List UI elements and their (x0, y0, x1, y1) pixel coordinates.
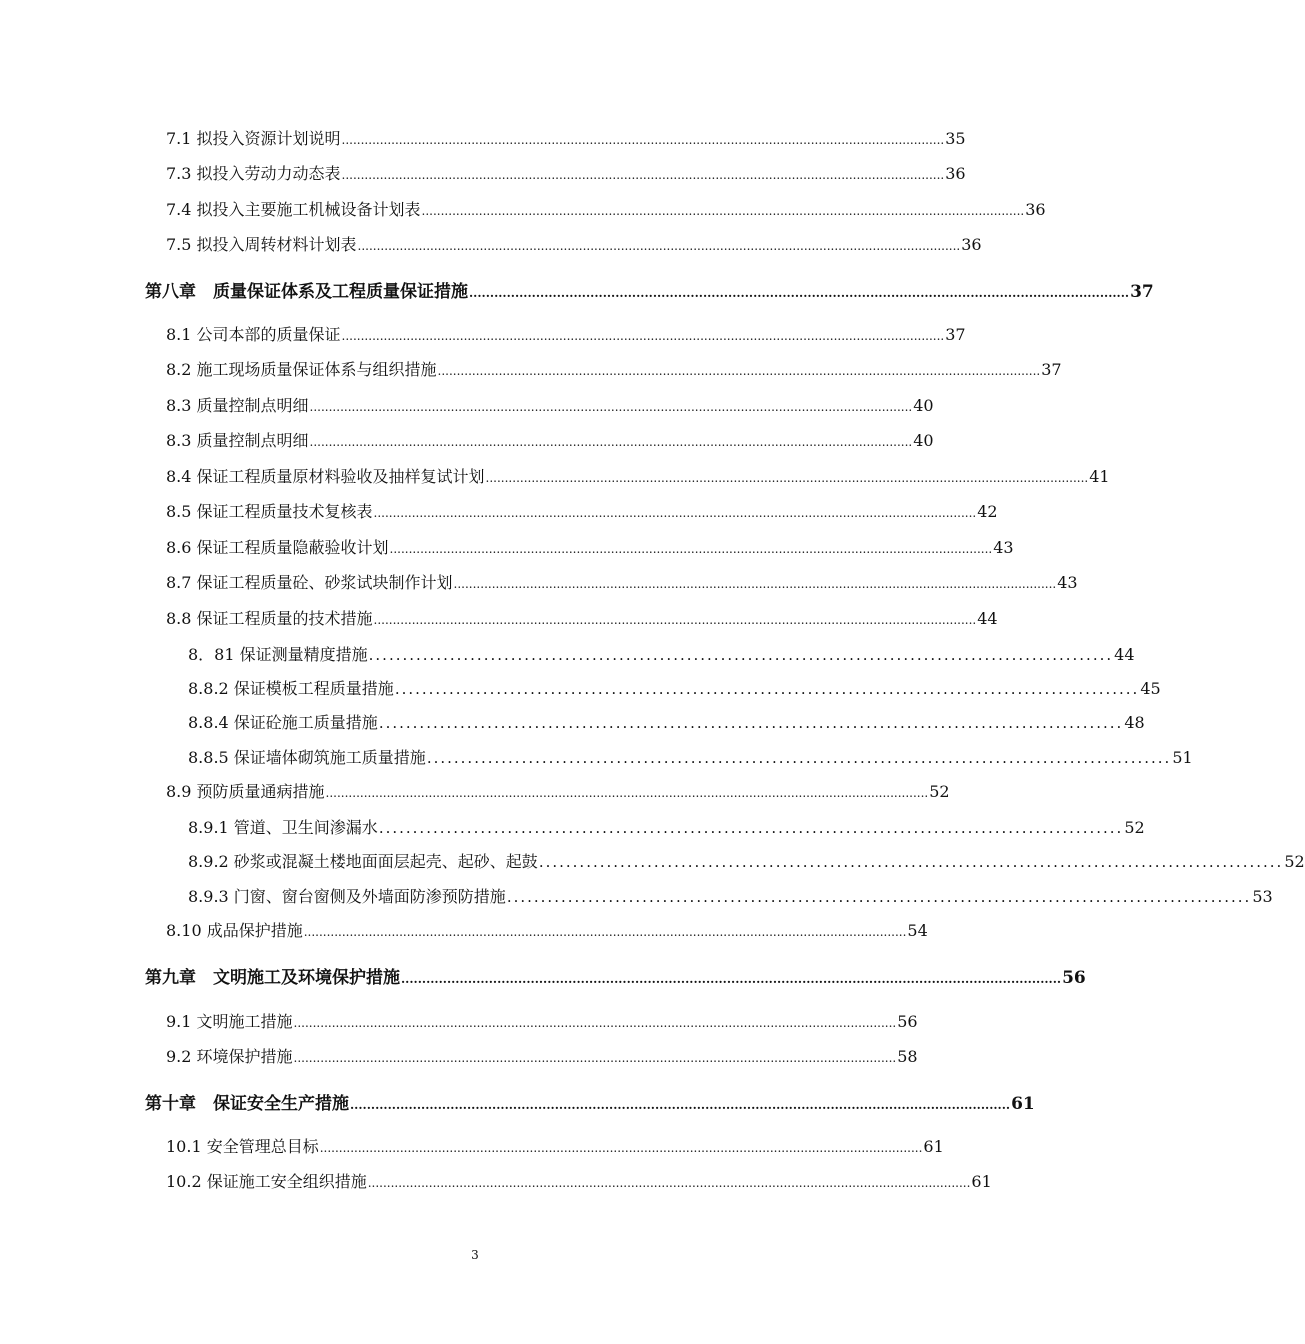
toc-subentry-title: 8.8.2 保证模板工程质量措施 (188, 679, 394, 698)
dot-leader: .............................................................................................................. (378, 819, 1124, 837)
toc-chapter-title: 第九章 文明施工及环境保护措施 (145, 968, 400, 988)
toc-entry[interactable] (166, 232, 982, 255)
toc-entry[interactable] (166, 1044, 918, 1067)
toc-entry[interactable] (166, 357, 1062, 380)
toc-entry-title: 7.4 拟投入主要施工机械设备计划表 (166, 200, 421, 219)
toc-subentry-title: 8.8.4 保证砼施工质量措施 (188, 713, 378, 732)
toc-entry-page: 52 (929, 782, 950, 801)
dot-leader: .............................................................................................................. (368, 646, 1114, 664)
toc-entry[interactable] (166, 197, 1046, 220)
toc-entry-page: 42 (977, 502, 998, 521)
toc-entry[interactable] (166, 1169, 992, 1192)
toc-entry-title: 8.10 成品保护措施 (166, 921, 303, 940)
toc-subentry-title: 8.9.2 砂浆或混凝土楼地面面层起壳、起砂、起鼓 (188, 852, 538, 871)
dot-leader: .............................................................................................................................................................. (437, 364, 1041, 378)
toc-entry[interactable] (166, 161, 966, 184)
toc-entry[interactable] (166, 393, 934, 416)
dot-leader: .............................................................................................................................................................. (357, 239, 961, 253)
toc-entry-page: 54 (907, 921, 928, 940)
toc-subentry-page: 52 (1284, 852, 1305, 871)
toc-entry[interactable] (166, 126, 966, 149)
dot-leader: .............................................................................................................. (426, 749, 1172, 767)
toc-subentry-title: 8.8.5 保证墙体砌筑施工质量措施 (188, 748, 426, 767)
toc-subentry-page: 53 (1252, 887, 1273, 906)
dot-leader: .............................................................................................................................................................. (325, 786, 929, 800)
toc-entry-page: 35 (945, 129, 966, 148)
dot-leader: .............................................................................................................................................................. (485, 471, 1089, 485)
toc-entry[interactable] (166, 464, 1110, 487)
toc-chapter-entry[interactable] (145, 1089, 1035, 1114)
toc-entry[interactable] (166, 322, 966, 345)
toc-entry[interactable] (166, 1134, 944, 1157)
toc-entry-title: 9.2 环境保护措施 (166, 1047, 293, 1066)
dot-leader: .............................................................................................................................................................. (341, 329, 945, 343)
toc-entry-title: 7.3 拟投入劳动力动态表 (166, 164, 341, 183)
toc-entry[interactable] (166, 535, 1014, 558)
toc-entry-page: 40 (913, 431, 934, 450)
toc-entry-title: 9.1 文明施工措施 (166, 1012, 293, 1031)
toc-subentry-page: 51 (1172, 748, 1193, 767)
toc-entry-page: 41 (1089, 467, 1110, 486)
toc-chapter-title: 第八章 质量保证体系及工程质量保证措施 (145, 282, 468, 302)
toc-chapter-entry[interactable] (145, 963, 1086, 988)
toc-entry-title: 8.7 保证工程质量砼、砂浆试块制作计划 (166, 573, 453, 592)
toc-entry-title: 10.2 保证施工安全组织措施 (166, 1172, 367, 1191)
toc-entry-title: 8.2 施工现场质量保证体系与组织措施 (166, 360, 437, 379)
dot-leader: .............................................................................................................................................................. (350, 1098, 1011, 1112)
dot-leader: .............................................................................................................................................................. (401, 972, 1062, 986)
toc-chapter-entry[interactable] (145, 277, 1154, 302)
toc-subentry[interactable] (188, 710, 1145, 733)
dot-leader: .............................................................................................................. (506, 888, 1252, 906)
dot-leader: .............................................................................................................. (538, 853, 1284, 871)
dot-leader: .............................................................................................................................................................. (319, 1141, 923, 1155)
toc-entry-title: 7.5 拟投入周转材料计划表 (166, 235, 357, 254)
toc-entry-page: 61 (971, 1172, 992, 1191)
toc-entry[interactable] (166, 1009, 918, 1032)
toc-chapter-page: 37 (1130, 282, 1154, 302)
dot-leader: .............................................................................................................................................................. (293, 1051, 897, 1065)
dot-leader: .............................................................................................................................................................. (341, 168, 945, 182)
dot-leader: .............................................................................................................................................................. (373, 506, 977, 520)
toc-entry[interactable] (166, 606, 998, 629)
dot-leader: .............................................................................................................................................................. (309, 435, 913, 449)
toc-entry-page: 61 (923, 1137, 944, 1156)
toc-chapter-page: 61 (1011, 1094, 1035, 1114)
toc-entry[interactable] (166, 428, 934, 451)
toc-entry-title: 8.3 质量控制点明细 (166, 396, 309, 415)
toc-subentry-title: 8.9.3 门窗、窗台窗侧及外墙面防渗预防措施 (188, 887, 506, 906)
toc-entry-page: 36 (945, 164, 966, 183)
dot-leader: .............................................................................................................. (394, 680, 1140, 698)
toc-entry-title: 8.3 质量控制点明细 (166, 431, 309, 450)
toc-entry-page: 56 (897, 1012, 918, 1031)
toc-entry-title: 8.5 保证工程质量技术复核表 (166, 502, 373, 521)
toc-chapter-page: 56 (1062, 968, 1086, 988)
toc-entry-page: 37 (1041, 360, 1062, 379)
toc-entry[interactable] (166, 779, 950, 802)
toc-entry-title: 10.1 安全管理总目标 (166, 1137, 319, 1156)
toc-entry-title: 7.1 拟投入资源计划说明 (166, 129, 341, 148)
dot-leader: .............................................................................................................................................................. (367, 1176, 971, 1190)
toc-entry-title: 8.6 保证工程质量隐蔽验收计划 (166, 538, 389, 557)
toc-subentry[interactable] (188, 815, 1145, 838)
dot-leader: .............................................................................................................................................................. (453, 577, 1057, 591)
dot-leader: .............................................................................................................................................................. (373, 613, 977, 627)
dot-leader: .............................................................................................................................................................. (469, 286, 1130, 300)
toc-entry-page: 43 (1057, 573, 1078, 592)
dot-leader: .............................................................................................................................................................. (309, 400, 913, 414)
toc-entry-page: 44 (977, 609, 998, 628)
toc-entry-title: 8.8 保证工程质量的技术措施 (166, 609, 373, 628)
dot-leader: .............................................................................................................. (378, 714, 1124, 732)
dot-leader: .............................................................................................................................................................. (389, 542, 993, 556)
toc-entry-page: 40 (913, 396, 934, 415)
dot-leader: .............................................................................................................................................................. (293, 1016, 897, 1030)
toc-subentry-page: 45 (1140, 679, 1161, 698)
toc-subentry-title: 8．81 保证测量精度措施 (188, 645, 368, 664)
toc-entry-page: 36 (961, 235, 982, 254)
toc-subentry-page: 52 (1124, 818, 1145, 837)
toc-entry-page: 37 (945, 325, 966, 344)
toc-entry-page: 36 (1025, 200, 1046, 219)
toc-entry-title: 8.4 保证工程质量原材料验收及抽样复试计划 (166, 467, 485, 486)
toc-subentry[interactable] (188, 676, 1161, 699)
toc-entry-title: 8.9 预防质量通病措施 (166, 782, 325, 801)
toc-entry[interactable] (166, 570, 1078, 593)
toc-subentry[interactable] (188, 849, 1305, 872)
toc-subentry-title: 8.9.1 管道、卫生间渗漏水 (188, 818, 378, 837)
toc-subentry-page: 48 (1124, 713, 1145, 732)
toc-subentry[interactable] (188, 884, 1273, 907)
toc-subentry[interactable] (188, 642, 1135, 665)
toc-entry-page: 58 (897, 1047, 918, 1066)
dot-leader: .............................................................................................................................................................. (421, 204, 1025, 218)
toc-entry[interactable] (166, 499, 998, 522)
toc-chapter-title: 第十章 保证安全生产措施 (145, 1094, 349, 1114)
toc-subentry-page: 44 (1114, 645, 1135, 664)
dot-leader: .............................................................................................................................................................. (341, 133, 945, 147)
toc-entry[interactable] (166, 918, 928, 941)
page-number: 3 (471, 1248, 479, 1262)
dot-leader: .............................................................................................................................................................. (303, 925, 907, 939)
toc-entry-page: 43 (993, 538, 1014, 557)
toc-entry-title: 8.1 公司本部的质量保证 (166, 325, 341, 344)
toc-subentry[interactable] (188, 745, 1193, 768)
